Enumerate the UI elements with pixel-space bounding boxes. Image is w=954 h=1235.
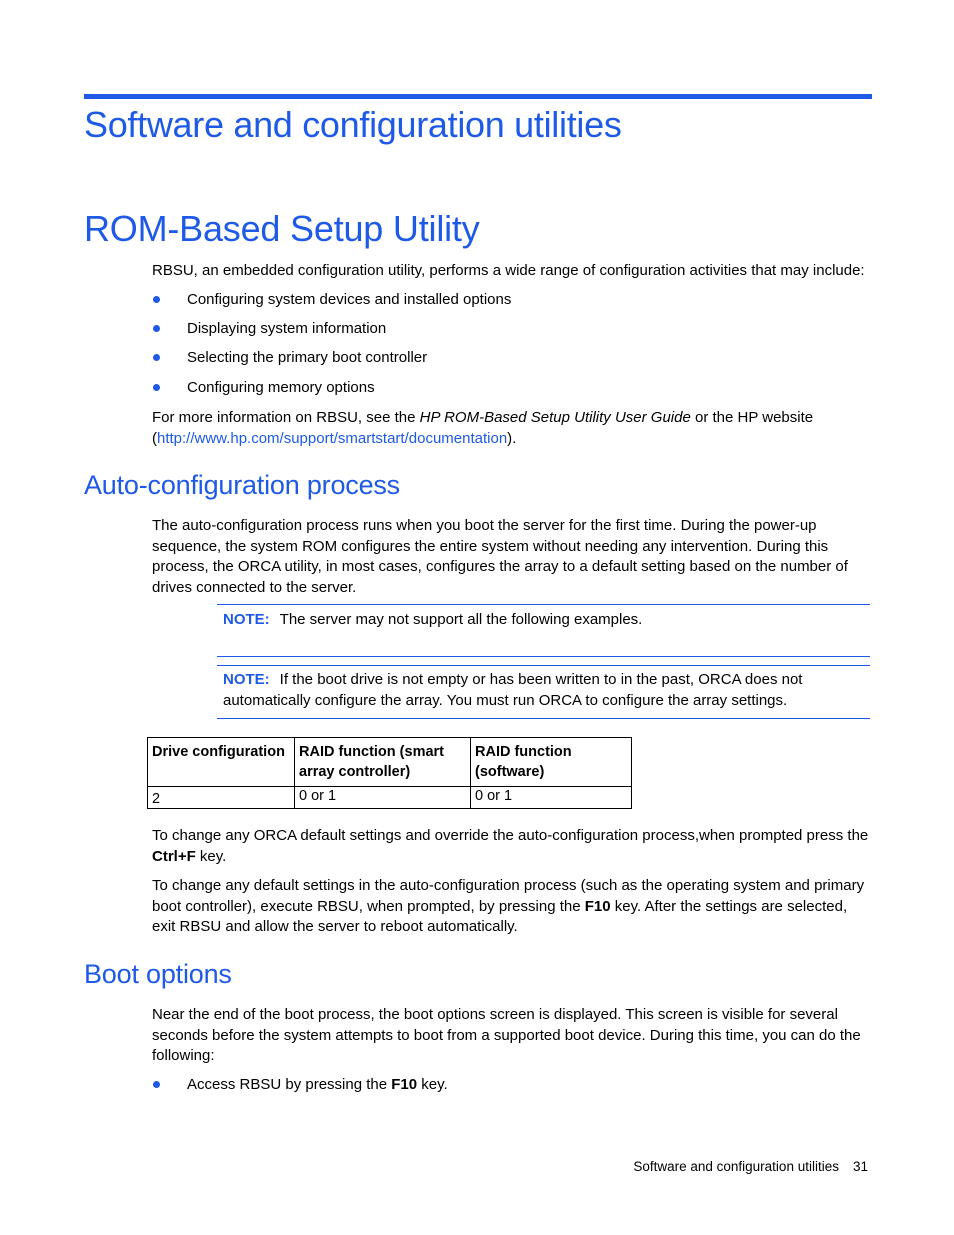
ctrl-f-paragraph: To change any ORCA default settings and override the auto-configuration process,when prompted press the Ctrl+F key.	[152, 827, 869, 865]
bullet-dot-icon	[153, 325, 160, 332]
column-header: RAID function (smart array controller)	[295, 738, 471, 787]
bullet-dot-icon	[153, 296, 160, 303]
note-box	[217, 665, 870, 719]
section-heading-auto-config: Auto-configuration process	[84, 470, 400, 500]
rbsu-more-info: For more information on RBSU, see the HP ROM-Based Setup Utility User Guide or the HP website (http://www.hp.com/support/smartstart/documentation).	[152, 409, 814, 447]
boot-options-paragraph: Near the end of the boot process, the boot options screen is displayed. This screen is visible for several seconds before the system attempts to boot from a supported boot device. During this time, you can do the following:	[152, 1006, 861, 1064]
key-name: Ctrl+F	[152, 847, 196, 865]
guide-title: HP ROM-Based Setup Utility User Guide	[419, 409, 691, 426]
note-label: NOTE:	[223, 671, 270, 688]
section-heading-rbsu: ROM-Based Setup Utility	[84, 208, 480, 249]
column-header: RAID function (software)	[471, 738, 632, 787]
key-name: F10	[584, 897, 611, 915]
table-row	[148, 787, 632, 809]
bullet-dot-icon	[153, 354, 160, 361]
bullet-dot-icon	[153, 1081, 160, 1088]
note-text: If the boot drive is not empty or has been written to in the past, ORCA does not automatically configure the array. You must run ORCA to configure the array settings.	[223, 671, 803, 709]
rbsu-intro: RBSU, an embedded configuration utility, performs a wide range of configuration activities that may include:	[152, 262, 865, 279]
footer-section-title: Software and configuration utilities	[633, 1159, 839, 1174]
auto-config-paragraph: The auto-configuration process runs when you boot the server for the first time. During the power-up sequence, the system ROM configures the entire system without needing any intervention. During this process, the ORCA utility, in most cases, configures the array to a default setting based on the number of drives connected to the server.	[152, 517, 848, 596]
key-name: F10	[391, 1076, 418, 1093]
chapter-title: Software and configuration utilities	[84, 104, 622, 145]
documentation-link[interactable]: http://www.hp.com/support/smartstart/documentation	[157, 429, 508, 447]
page-number: 31	[852, 1159, 868, 1174]
section-heading-boot-options: Boot options	[84, 959, 232, 989]
note-box	[217, 604, 870, 657]
table-cell: 2	[148, 787, 295, 809]
f10-paragraph: To change any default settings in the auto-configuration process (such as the operating system and primary boot controller), execute RBSU, when prompted, by pressing the F10 key. After the settings are selected, exit RBSU and allow the server to reboot automatically.	[152, 877, 865, 935]
page-footer	[633, 1159, 868, 1174]
table-cell: 0 or 1	[471, 787, 632, 809]
note-label: NOTE:	[223, 611, 270, 628]
table-header-row	[148, 738, 632, 787]
note-text: The server may not support all the following examples.	[279, 611, 643, 628]
chapter-rule	[84, 94, 872, 99]
bullet-dot-icon	[153, 384, 160, 391]
column-header: Drive configuration	[148, 738, 295, 787]
table-cell: 0 or 1	[295, 787, 471, 809]
drive-config-table	[147, 737, 632, 809]
